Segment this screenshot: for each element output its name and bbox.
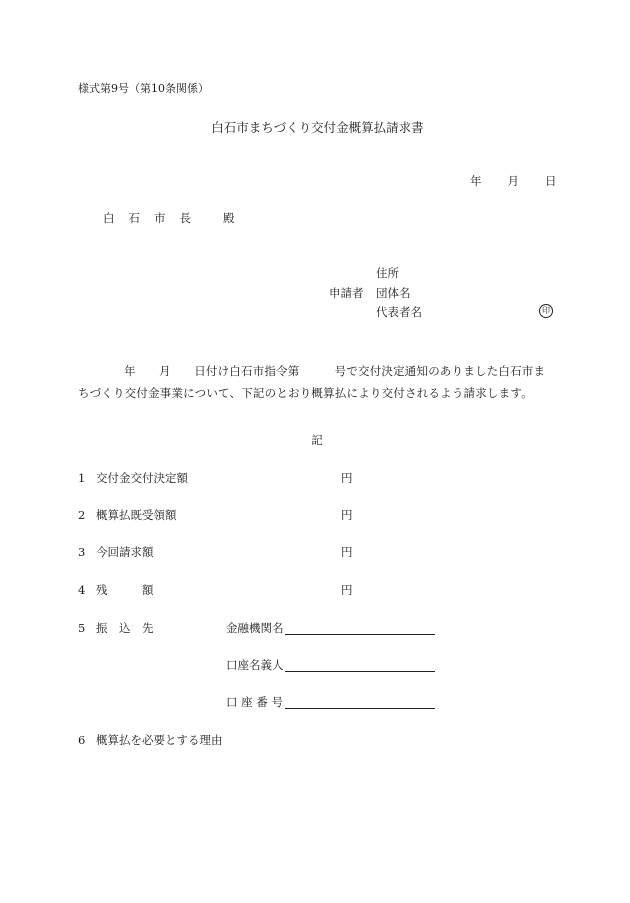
date-line (470, 175, 557, 189)
applicant-address-label: 住所 (376, 266, 399, 280)
addressee-honorific: 殿 (223, 211, 235, 225)
item-number: 4 (78, 583, 86, 597)
form-number: 様式第9号（第10条関係） (78, 82, 209, 95)
item-unit: 円 (341, 583, 353, 597)
seal-mark: 印 (539, 304, 553, 318)
item-unit: 円 (341, 471, 353, 485)
account-holder-label: 口座名義人 (226, 658, 284, 672)
transfer-label: 振 込 先 (96, 621, 154, 635)
bank-name-label: 金融機関名 (226, 621, 284, 635)
request-body-line-1: 年 月 日付け白石市指令第 号で交付決定通知のありました白石市ま (124, 364, 546, 378)
applicant-organization-label: 団体名 (376, 286, 411, 300)
item-label: 今回請求額 (96, 545, 154, 559)
addressee-char: 白 (103, 211, 115, 225)
request-body (78, 360, 556, 404)
item-unit: 円 (341, 545, 353, 559)
addressee-char: 石 (128, 211, 140, 225)
item-label: 概算払既受領額 (96, 508, 177, 522)
account-holder-field[interactable] (285, 671, 435, 672)
item-number: 1 (78, 471, 86, 485)
item-label: 残 額 (96, 583, 154, 597)
reason-number: 6 (78, 733, 86, 747)
date-year: 年 (470, 174, 482, 188)
bank-name-field[interactable] (285, 634, 435, 635)
document-title: 白石市まちづくり交付金概算払請求書 (211, 120, 424, 135)
account-number-label: 口 座 番 号 (226, 695, 283, 709)
reason-label: 概算払を必要とする理由 (96, 733, 223, 747)
applicant-representative-label: 代表者名 (376, 305, 422, 319)
transfer-number: 5 (78, 621, 86, 635)
account-number-field[interactable] (285, 708, 435, 709)
ki-heading: 記 (311, 433, 323, 447)
date-day: 日 (545, 174, 557, 188)
addressee-char: 長 (179, 211, 191, 225)
request-body-line-2: ちづくり交付金事業について、下記のとおり概算払により交付されるよう請求します。 (78, 386, 533, 400)
item-number: 3 (78, 545, 86, 559)
applicant-label: 申請者 (329, 286, 364, 300)
item-number: 2 (78, 508, 86, 522)
addressee (103, 212, 235, 226)
addressee-char: 市 (154, 211, 166, 225)
item-label: 交付金交付決定額 (96, 471, 188, 485)
date-month: 月 (507, 174, 519, 188)
item-unit: 円 (341, 508, 353, 522)
